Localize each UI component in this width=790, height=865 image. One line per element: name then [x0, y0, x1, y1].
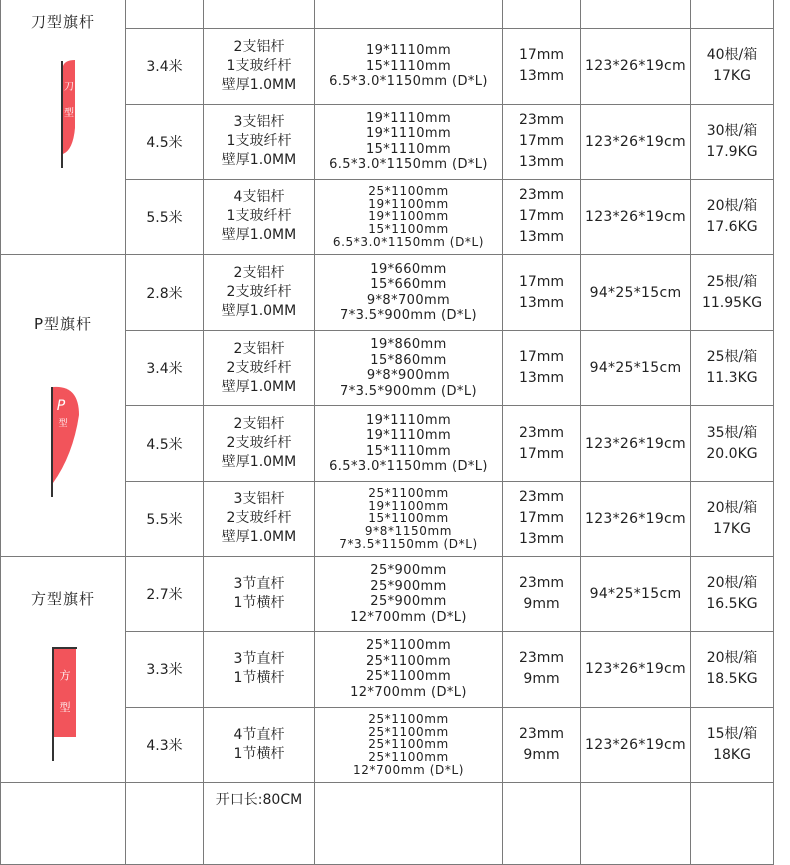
pole-spec-cell-line: 15*1110mm — [365, 141, 452, 157]
flag-type-cell — [1, 783, 126, 865]
tube-diameter-cell — [503, 29, 581, 104]
flag-type-cell — [1, 0, 126, 255]
knife-flag-icon — [43, 58, 83, 178]
pole-spec-cell-line: 25*1100mm — [365, 653, 452, 669]
box-size-cell: 123*26*19cm — [581, 29, 691, 104]
packing-weight-cell-line: 15根/箱 — [706, 725, 758, 742]
tube-diameter-cell-line: 23mm — [518, 650, 565, 667]
pole-spec-cell-line: 19*1110mm — [365, 43, 452, 59]
pole-config-cell-line: 壁厚1.0MM — [221, 454, 297, 471]
pole-config-cell — [204, 481, 315, 556]
tube-diameter-cell-line: 9mm — [523, 596, 560, 613]
packing-weight-cell — [691, 406, 774, 481]
packing-weight-cell-line: 30根/箱 — [706, 122, 758, 139]
packing-weight-cell-line: 25根/箱 — [706, 349, 758, 366]
box-size-cell — [581, 783, 691, 865]
pole-config-cell-line: 1支玻纤杆 — [226, 133, 292, 150]
pole-config-cell-line: 2支玻纤杆 — [226, 359, 292, 376]
pole-spec-cell-line: 12*700mm (D*L) — [352, 763, 465, 778]
pole-config-cell-line: 壁厚1.0MM — [221, 76, 297, 93]
pole-config-cell — [204, 707, 315, 782]
pole-spec-cell-line: 19*1100mm — [368, 209, 449, 224]
tube-diameter-cell — [503, 0, 581, 29]
tube-diameter-cell-line: 17mm — [518, 47, 565, 64]
packing-weight-cell-line: 18.5KG — [706, 671, 758, 688]
flag-type-cell — [1, 557, 126, 783]
pole-config-cell — [204, 783, 315, 865]
packing-weight-cell-line: 17KG — [713, 68, 751, 85]
pole-spec-cell-line: 12*700mm (D*L) — [350, 684, 467, 700]
length-cell: 4.5米 — [126, 104, 204, 179]
pole-config-cell-line — [204, 0, 314, 1]
pole-spec-cell-line: 25*1100mm — [368, 183, 449, 198]
pole-spec-cell-line: 15*1100mm — [368, 222, 449, 237]
pole-spec-cell-line: 19*1110mm — [365, 110, 452, 126]
tube-diameter-cell — [503, 783, 581, 865]
pole-spec-cell-line: 25*900mm — [370, 578, 447, 594]
box-size-cell: 123*26*19cm — [581, 481, 691, 556]
tube-diameter-cell-line: 17mm — [518, 208, 565, 225]
packing-weight-cell-line — [691, 0, 773, 2]
pole-config-cell-line: 3支铝杆 — [233, 491, 285, 508]
flag-type-name: 方型旗杆 — [30, 590, 95, 608]
packing-weight-cell — [691, 104, 774, 179]
packing-weight-cell-line: 20根/箱 — [706, 650, 758, 667]
packing-weight-cell — [691, 632, 774, 707]
pole-config-cell — [204, 179, 315, 254]
pole-spec-cell-line: 25*1100mm — [365, 638, 452, 654]
pole-spec-cell-line: 15*860mm — [370, 352, 447, 368]
tube-diameter-cell — [503, 255, 581, 331]
pole-spec-cell-line: 9*8*900mm — [366, 368, 451, 384]
tube-diameter-cell-line — [503, 0, 580, 2]
pole-config-cell-line: 壁厚1.0MM — [221, 303, 297, 320]
length-cell — [126, 0, 204, 29]
pole-spec-cell — [315, 179, 503, 254]
flag-type-cell — [1, 255, 126, 557]
pole-config-cell-line: 2支铝杆 — [233, 265, 285, 282]
pole-config-cell-line: 2支玻纤杆 — [226, 435, 292, 452]
pole-spec-cell — [315, 255, 503, 331]
pole-spec-cell-line: 6.5*3.0*1150mm (D*L) — [329, 157, 488, 173]
packing-weight-cell-line: 20根/箱 — [706, 499, 758, 516]
pole-spec-cell-line: 6.5*3.0*1150mm (D*L) — [332, 235, 485, 250]
pole-spec-cell-line: 25*1100mm — [368, 485, 449, 500]
pole-spec-cell-line: 25*1100mm — [368, 724, 449, 739]
box-size-cell: 123*26*19cm — [581, 707, 691, 782]
tube-diameter-cell-line: 17mm — [518, 510, 565, 527]
tube-diameter-cell-line: 9mm — [523, 746, 560, 763]
packing-weight-cell-line: 40根/箱 — [706, 47, 758, 64]
tube-diameter-cell-line: 13mm — [518, 68, 565, 85]
packing-weight-cell-line: 17.6KG — [706, 218, 758, 235]
tube-diameter-cell-line: 23mm — [518, 187, 565, 204]
tube-diameter-cell-line: 17mm — [518, 445, 565, 462]
flag-label: 型 — [58, 419, 68, 429]
tube-diameter-cell — [503, 104, 581, 179]
box-size-cell: 123*26*19cm — [581, 179, 691, 254]
flag-type-name: P型旗杆 — [33, 315, 93, 333]
tube-diameter-cell — [503, 557, 581, 632]
flag-type-name: 刀型旗杆 — [30, 13, 95, 31]
pole-spec-cell-line: 6.5*3.0*1150mm (D*L) — [329, 74, 488, 90]
box-size-cell: 94*25*15cm — [581, 255, 691, 331]
pole-spec-cell — [315, 0, 503, 29]
pole-config-cell-line: 壁厚1.0MM — [221, 529, 297, 546]
pole-config-cell — [204, 255, 315, 331]
pole-config-cell-line: 4支铝杆 — [233, 189, 285, 206]
pole-spec-cell-line: 9*8*700mm — [366, 292, 451, 308]
pole-spec-cell-line: 19*1110mm — [365, 428, 452, 444]
pole-spec-cell-line: 25*1100mm — [368, 711, 449, 726]
packing-weight-cell-line: 35根/箱 — [706, 424, 758, 441]
pole-spec-cell-line: 7*3.5*900mm (D*L) — [340, 308, 477, 324]
length-cell: 3.4米 — [126, 29, 204, 104]
pole-config-cell — [204, 0, 315, 29]
pole-spec-cell-line: 25*900mm — [370, 563, 447, 579]
table-row — [1, 0, 774, 29]
box-size-cell: 123*26*19cm — [581, 406, 691, 481]
tube-diameter-cell — [503, 707, 581, 782]
flag-fabric — [54, 649, 76, 737]
pole-spec-cell — [315, 632, 503, 707]
packing-weight-cell — [691, 783, 774, 865]
box-size-cell: 123*26*19cm — [581, 104, 691, 179]
pole-spec-cell-line: 25*1100mm — [368, 737, 449, 752]
pole-config-cell-line: 3节直杆 — [233, 576, 285, 593]
length-cell: 3.4米 — [126, 331, 204, 406]
packing-weight-cell-line: 20根/箱 — [706, 575, 758, 592]
pole-spec-cell — [315, 557, 503, 632]
packing-weight-cell-line: 17.9KG — [706, 143, 758, 160]
pole-spec-cell-line: 9*8*1150mm — [364, 524, 453, 539]
pole-config-cell-line: 2支玻纤杆 — [226, 510, 292, 527]
packing-weight-cell-line: 18KG — [713, 746, 751, 763]
packing-weight-cell — [691, 481, 774, 556]
tube-diameter-cell — [503, 179, 581, 254]
length-cell: 3.3米 — [126, 632, 204, 707]
tube-diameter-cell — [503, 331, 581, 406]
box-size-cell: 94*25*15cm — [581, 331, 691, 406]
box-size-cell: 94*25*15cm — [581, 557, 691, 632]
box-size-cell — [581, 0, 691, 29]
packing-weight-cell-line: 17KG — [713, 520, 751, 537]
pole-config-cell-line: 2支玻纤杆 — [226, 284, 292, 301]
pole-config-cell — [204, 29, 315, 104]
pole-config-cell-line: 1支玻纤杆 — [226, 57, 292, 74]
pole-config-cell-line: 3支铝杆 — [233, 114, 285, 131]
tube-diameter-cell — [503, 406, 581, 481]
pole-spec-cell-line: 25*1100mm — [365, 669, 452, 685]
tube-diameter-cell — [503, 481, 581, 556]
pole-spec-cell — [315, 707, 503, 782]
flag-label: 刀 — [64, 82, 74, 93]
pole-spec-cell-line: 6.5*3.0*1150mm (D*L) — [329, 459, 488, 475]
pole-spec-cell-line: 15*1110mm — [365, 58, 452, 74]
table-row — [1, 783, 774, 865]
tube-diameter-cell — [503, 632, 581, 707]
pole-config-cell-line: 3节直杆 — [233, 651, 285, 668]
tube-diameter-cell-line: 17mm — [518, 273, 565, 290]
flag-label: 型 — [59, 701, 71, 714]
pole-config-cell — [204, 331, 315, 406]
pole-config-cell-line: 4节直杆 — [233, 726, 285, 743]
pole-spec-cell-line: 19*860mm — [370, 337, 447, 353]
tube-diameter-cell-line: 13mm — [518, 370, 565, 387]
tube-diameter-cell-line: 23mm — [518, 489, 565, 506]
teardrop-flag-icon — [33, 385, 93, 500]
length-cell: 2.7米 — [126, 557, 204, 632]
tube-diameter-cell-line: 13mm — [518, 531, 565, 548]
pole-spec-cell — [315, 406, 503, 481]
length-cell: 4.3米 — [126, 707, 204, 782]
pole-spec-cell-line: 15*1110mm — [365, 443, 452, 459]
tube-diameter-cell-line: 13mm — [518, 294, 565, 311]
flag-label: 方 — [59, 669, 71, 682]
pole-config-cell — [204, 406, 315, 481]
packing-weight-cell-line: 20.0KG — [706, 445, 758, 462]
pole-spec-cell-line: 25*1100mm — [368, 750, 449, 765]
length-cell — [126, 783, 204, 865]
length-cell: 5.5米 — [126, 179, 204, 254]
packing-weight-cell — [691, 707, 774, 782]
packing-weight-cell — [691, 255, 774, 331]
length-cell: 4.5米 — [126, 406, 204, 481]
box-size-cell: 123*26*19cm — [581, 632, 691, 707]
pole-spec-cell-line: 7*3.5*900mm (D*L) — [340, 383, 477, 399]
tube-diameter-cell-line: 9mm — [523, 671, 560, 688]
pole-spec-cell — [315, 481, 503, 556]
pole-spec-cell-line: 15*1100mm — [368, 511, 449, 526]
pole-config-cell-line: 2支铝杆 — [233, 416, 285, 433]
packing-weight-cell-line: 16.5KG — [706, 596, 758, 613]
packing-weight-cell-line: 20根/箱 — [706, 197, 758, 214]
tube-diameter-cell-line: 13mm — [518, 229, 565, 246]
packing-weight-cell — [691, 557, 774, 632]
tube-diameter-cell-line: 23mm — [518, 112, 565, 129]
pole-config-cell-line: 1节横杆 — [233, 745, 285, 762]
pole-config-cell — [204, 104, 315, 179]
packing-weight-cell-line: 11.3KG — [706, 370, 758, 387]
pole-config-cell-line: 壁厚1.0MM — [221, 378, 297, 395]
pole-config-cell — [204, 632, 315, 707]
pole-config-cell-line: 1支玻纤杆 — [226, 208, 292, 225]
pole-spec-cell-line: 19*1100mm — [368, 498, 449, 513]
packing-weight-cell-line: 11.95KG — [701, 294, 763, 311]
pole-config-cell-line: 壁厚1.0MM — [221, 152, 297, 169]
pole-spec-cell-line: 12*700mm (D*L) — [350, 609, 467, 625]
pole-config-cell — [204, 557, 315, 632]
tube-diameter-cell-line: 23mm — [518, 725, 565, 742]
tube-diameter-cell-line: 17mm — [518, 349, 565, 366]
flag-fabric — [63, 60, 75, 154]
pole-config-cell-line: 开口长:80CM — [215, 792, 303, 808]
pole-spec-cell-line: 15*660mm — [370, 277, 447, 293]
flag-label: P — [56, 398, 66, 414]
tube-diameter-cell-line: 23mm — [518, 575, 565, 592]
pole-spec-cell-line: 25*900mm — [370, 594, 447, 610]
packing-weight-cell-line: 25根/箱 — [706, 273, 758, 290]
packing-weight-cell — [691, 0, 774, 29]
packing-weight-cell — [691, 331, 774, 406]
pole-spec-cell-line: 7*3.5*1150mm (D*L) — [339, 537, 478, 552]
tube-diameter-cell-line: 13mm — [518, 154, 565, 171]
pole-spec-cell-line: 19*1110mm — [365, 126, 452, 142]
pole-spec-cell-line: 19*1100mm — [368, 196, 449, 211]
length-cell: 2.8米 — [126, 255, 204, 331]
pole-spec-cell — [315, 783, 503, 865]
pole-config-cell-line: 2支铝杆 — [233, 38, 285, 55]
pole-spec-cell — [315, 104, 503, 179]
pole-spec-cell — [315, 29, 503, 104]
pole-config-cell-line: 1节横杆 — [233, 595, 285, 612]
packing-weight-cell — [691, 29, 774, 104]
pole-config-cell-line: 2支铝杆 — [233, 340, 285, 357]
length-cell: 5.5米 — [126, 481, 204, 556]
pole-spec-cell-line: 19*660mm — [370, 261, 447, 277]
packing-weight-cell — [691, 179, 774, 254]
table-row — [1, 557, 774, 632]
tube-diameter-cell-line: 17mm — [518, 133, 565, 150]
flag-label: 型 — [64, 108, 74, 119]
pole-config-cell-line: 1节横杆 — [233, 670, 285, 687]
pole-spec-cell — [315, 331, 503, 406]
table-row — [1, 255, 774, 331]
pole-config-cell-line: 壁厚1.0MM — [221, 227, 297, 244]
pole-spec-cell-line: 19*1110mm — [365, 412, 452, 428]
tube-diameter-cell-line: 23mm — [518, 424, 565, 441]
rectangle-flag-icon — [43, 645, 83, 765]
